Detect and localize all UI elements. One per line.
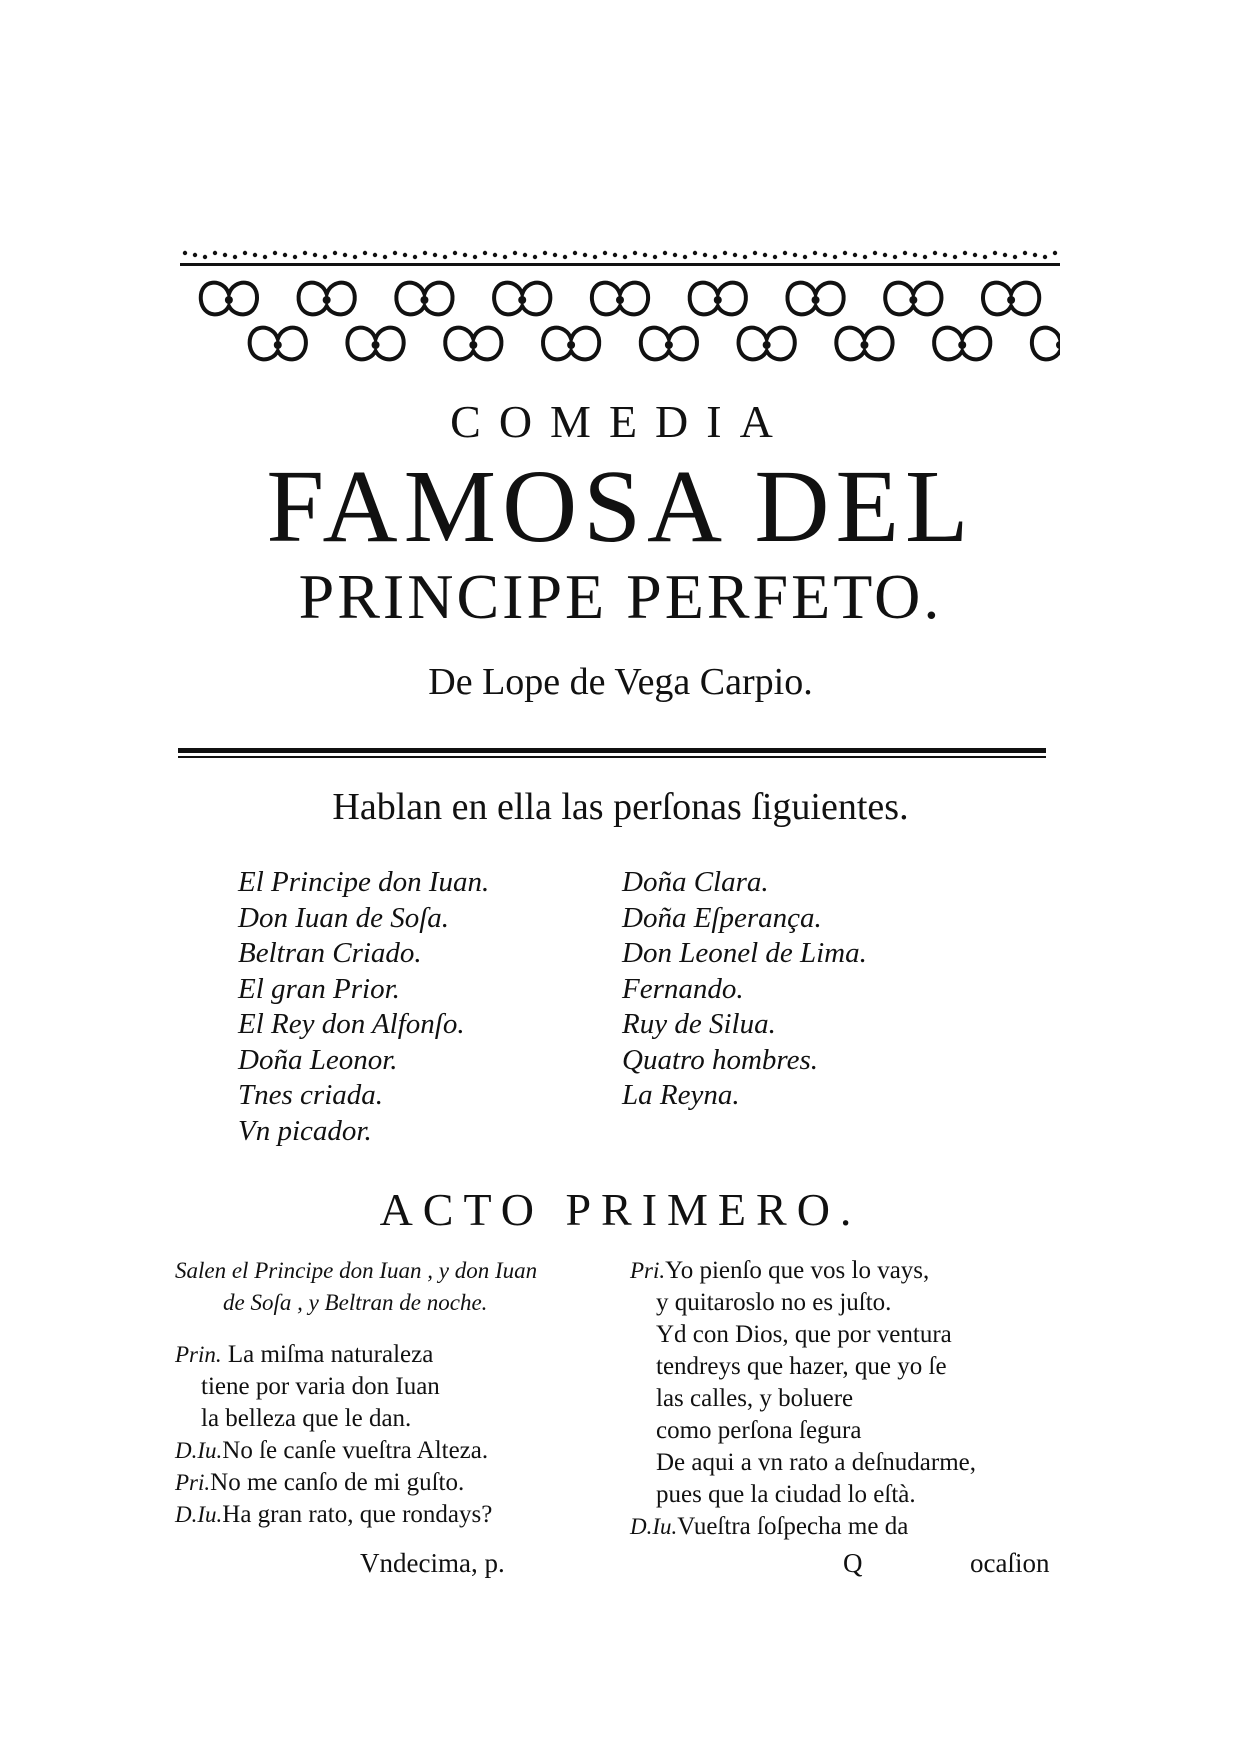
- ornament-dot: [193, 253, 197, 257]
- ornament-dot: [453, 251, 457, 255]
- ornament-dot: [303, 251, 307, 255]
- ornament-scroll: [299, 283, 355, 315]
- ornament-dot: [523, 253, 527, 257]
- ornament-dot: [243, 251, 247, 255]
- ornament-scroll: [836, 328, 892, 360]
- ornament-dot: [923, 255, 927, 259]
- ornament-dot: [743, 255, 747, 259]
- cast-member: Doña Leonor.: [238, 1043, 398, 1076]
- ornament-dot: [563, 255, 567, 259]
- verse-text: las calles, y boluere: [656, 1385, 854, 1412]
- ornament-dot: [903, 251, 907, 255]
- ornament-dot: [553, 253, 557, 257]
- cast-member: Tnes criada.: [238, 1079, 383, 1111]
- ornament-dot: [833, 255, 837, 259]
- ornament-dot: [713, 255, 717, 259]
- ornament-dot: [283, 253, 287, 257]
- running-title: Vndecima, p.: [360, 1548, 505, 1578]
- ornament-dot: [223, 253, 227, 257]
- title-line-comedia: COMEDIA: [450, 396, 791, 447]
- ornament-dot: [823, 253, 827, 257]
- ornament-dot: [623, 255, 627, 259]
- ornament-scroll: [494, 283, 550, 315]
- cast-heading: Hablan en ella las perſonas ſiguientes.: [332, 786, 909, 828]
- verse-text: No me canſo de mi guſto.: [210, 1469, 465, 1496]
- ornament-dot: [723, 251, 727, 255]
- ornament-dot: [373, 253, 377, 257]
- ornament-dot: [1033, 253, 1037, 257]
- cast-member: Vn picador.: [238, 1114, 372, 1147]
- ornament-dot: [873, 251, 877, 255]
- ornament-dot: [233, 255, 237, 259]
- verse-text: pues que la ciudad lo eſtà.: [656, 1481, 916, 1508]
- ornament-dot: [413, 255, 417, 259]
- verse-text: Yo pienſo que vos lo vays,: [665, 1257, 930, 1284]
- ornament-dot: [333, 251, 337, 255]
- speaker-label: D.Iu.: [175, 1438, 223, 1463]
- title-line-principe-perfeto: PRINCIPE PERFETO.: [298, 561, 943, 632]
- verse-text: La miſma naturaleza: [227, 1341, 434, 1368]
- ornament-dot: [973, 253, 977, 257]
- ornament-dot: [573, 251, 577, 255]
- cast-member: Don Iuan de Soſa.: [238, 901, 450, 934]
- ornament-dot: [323, 255, 327, 259]
- verse-line: [630, 1287, 1070, 1319]
- ornament-dot: [753, 251, 757, 255]
- ornament-dot: [543, 251, 547, 255]
- verse-text: tendreys que hazer, que yo ſe: [656, 1353, 947, 1380]
- signature-mark: Q: [843, 1548, 863, 1578]
- ornament-dot: [183, 251, 187, 255]
- ornament-dot: [443, 255, 447, 259]
- stage-direction-line: Salen el Principe don Iuan , y don Iuan: [175, 1258, 538, 1283]
- cast-list-left: [238, 865, 489, 1149]
- ornament-dot: [593, 255, 597, 259]
- ornament-scroll: [250, 328, 306, 360]
- verse-text: Yd con Dios, que por ventura: [656, 1321, 952, 1348]
- ornament-scroll: [543, 328, 599, 360]
- ornament-scroll: [1032, 328, 1060, 360]
- ornament-dot: [403, 253, 407, 257]
- verse-line: [175, 1499, 615, 1531]
- ornament-dot: [423, 251, 427, 255]
- author-line: De Lope de Vega Carpio.: [428, 661, 813, 703]
- cast-member: Doña Eſperança.: [622, 901, 822, 934]
- ornament-scroll: [641, 328, 697, 360]
- ornament-dot: [793, 253, 797, 257]
- ornament-scroll: [347, 328, 403, 360]
- verse-text: No ſe canſe vueſtra Alteza.: [222, 1437, 489, 1464]
- speaker-label: D.Iu.: [175, 1502, 223, 1527]
- speaker-label: Prin.: [175, 1342, 222, 1367]
- ornament-dot: [963, 251, 967, 255]
- ornament-dot: [773, 255, 777, 259]
- ornament-scroll: [396, 283, 452, 315]
- verse-line: [630, 1383, 1070, 1415]
- ornament-dot: [503, 255, 507, 259]
- ornament-dot: [673, 253, 677, 257]
- verse-text: tiene por varia don Iuan: [201, 1373, 440, 1400]
- divider-rule-thick: [178, 748, 1046, 753]
- printers-ornament: [180, 245, 1060, 380]
- catchword: ocaſion: [970, 1548, 1050, 1578]
- ornament-dot: [1003, 253, 1007, 257]
- ornament-dot: [803, 255, 807, 259]
- verse-line: [630, 1447, 1070, 1479]
- dialogue-column-left: [175, 1255, 615, 1531]
- cast-list-right: [622, 865, 867, 1114]
- speaker-label: Pri.: [175, 1470, 211, 1495]
- verse-text: y quitaroslo no es juſto.: [656, 1289, 892, 1316]
- verse-text: Ha gran rato, que rondays?: [222, 1501, 493, 1528]
- ornament-dot: [943, 253, 947, 257]
- ornament-dot: [393, 251, 397, 255]
- ornament-scroll: [201, 283, 257, 315]
- ornament-dot: [473, 255, 477, 259]
- stage-direction-line: de Soſa , y Beltran de noche.: [223, 1290, 488, 1315]
- ornament-dot: [633, 251, 637, 255]
- ornament-dot: [363, 251, 367, 255]
- cast-member: Don Leonel de Lima.: [622, 937, 867, 969]
- cast-member: Quatro hombres.: [622, 1043, 819, 1076]
- ornament-dot: [463, 253, 467, 257]
- ornament-dot: [783, 251, 787, 255]
- cast-member: Beltran Criado.: [238, 937, 422, 969]
- cast-member: Fernando.: [622, 972, 744, 1005]
- ornament-scroll: [690, 283, 746, 315]
- ornament-dot: [883, 253, 887, 257]
- verse-line: [630, 1415, 1070, 1447]
- ornament-dot: [213, 251, 217, 255]
- ornament-dot: [313, 253, 317, 257]
- ornament-scroll: [983, 283, 1039, 315]
- ornament-dot: [863, 255, 867, 259]
- ornament-dot: [763, 253, 767, 257]
- ornament-dot: [353, 255, 357, 259]
- verse-line: [630, 1511, 1070, 1543]
- cast-member: El Principe don Iuan.: [238, 866, 490, 898]
- cast-member: El Rey don Alfonſo.: [238, 1008, 465, 1040]
- ornament-dot: [953, 255, 957, 259]
- ornament-units: [201, 283, 1060, 360]
- ornament-dot: [983, 255, 987, 259]
- ornament-dot: [813, 251, 817, 255]
- ornament-dot: [683, 255, 687, 259]
- ornament-dot: [483, 251, 487, 255]
- ornament-scroll: [787, 283, 843, 315]
- verse-text: Vueſtra ſoſpecha me da: [677, 1513, 909, 1540]
- cast-member: Doña Clara.: [622, 866, 769, 898]
- ornament-dot: [693, 251, 697, 255]
- ornament-dot: [613, 253, 617, 257]
- speaker-label: D.Iu.: [630, 1514, 678, 1539]
- ornament-dot: [1023, 251, 1027, 255]
- title-line-famosa-del: FAMOSA DEL: [266, 449, 975, 564]
- verse-line: [175, 1371, 615, 1403]
- ornament-dot: [933, 251, 937, 255]
- verse-line: [630, 1319, 1070, 1351]
- ornament-dot: [603, 251, 607, 255]
- verse-line: [630, 1479, 1070, 1511]
- verse-line: [175, 1467, 615, 1499]
- divider-rule-thin: [178, 756, 1046, 758]
- dialogue-column-right: [630, 1255, 1070, 1543]
- ornament-dot: [583, 253, 587, 257]
- ornament-dot: [843, 251, 847, 255]
- ornament-dot: [653, 255, 657, 259]
- ornament-dot: [533, 255, 537, 259]
- ornament-dot: [203, 255, 207, 259]
- ornament-dot: [433, 253, 437, 257]
- ornament-top-border: [180, 251, 1060, 266]
- ornament-dot: [1013, 255, 1017, 259]
- verse-text: la belleza que le dan.: [201, 1405, 412, 1432]
- verse-line: [630, 1255, 1070, 1287]
- verse-line: [175, 1339, 615, 1371]
- verse-line: [630, 1351, 1070, 1383]
- ornament-dot: [343, 253, 347, 257]
- ornament-dot: [703, 253, 707, 257]
- ornament-dot: [263, 255, 267, 259]
- ornament-scroll: [739, 328, 795, 360]
- ornament-dot: [1053, 251, 1057, 255]
- ornament-scroll: [885, 283, 941, 315]
- verse-line: [175, 1435, 615, 1467]
- ornament-dot: [853, 253, 857, 257]
- ornament-dot: [493, 253, 497, 257]
- ornament-line: [180, 263, 1060, 266]
- ornament-dot: [913, 253, 917, 257]
- verse-line: [175, 1403, 615, 1435]
- ornament-dot: [383, 255, 387, 259]
- ornament-dot: [893, 255, 897, 259]
- ornament-scroll: [445, 328, 501, 360]
- ornament-dot: [993, 251, 997, 255]
- ornament-scroll: [934, 328, 990, 360]
- ornament-dot: [1043, 255, 1047, 259]
- cast-member: La Reyna.: [622, 1079, 740, 1111]
- ornament-scroll: [592, 283, 648, 315]
- ornament-dot: [273, 251, 277, 255]
- ornament-dot: [643, 253, 647, 257]
- ornament-dot: [733, 253, 737, 257]
- verse-text: como perſona ſegura: [656, 1417, 862, 1444]
- cast-member: El gran Prior.: [238, 972, 400, 1005]
- ornament-dot: [663, 251, 667, 255]
- act-heading: ACTO PRIMERO.: [379, 1184, 862, 1235]
- ornament-dot: [293, 255, 297, 259]
- ornament-dot: [513, 251, 517, 255]
- ornament-dot: [253, 253, 257, 257]
- verse-text: De aqui a vn rato a deſnudarme,: [656, 1449, 977, 1476]
- cast-member: Ruy de Silua.: [622, 1008, 776, 1040]
- speaker-label: Pri.: [630, 1258, 666, 1283]
